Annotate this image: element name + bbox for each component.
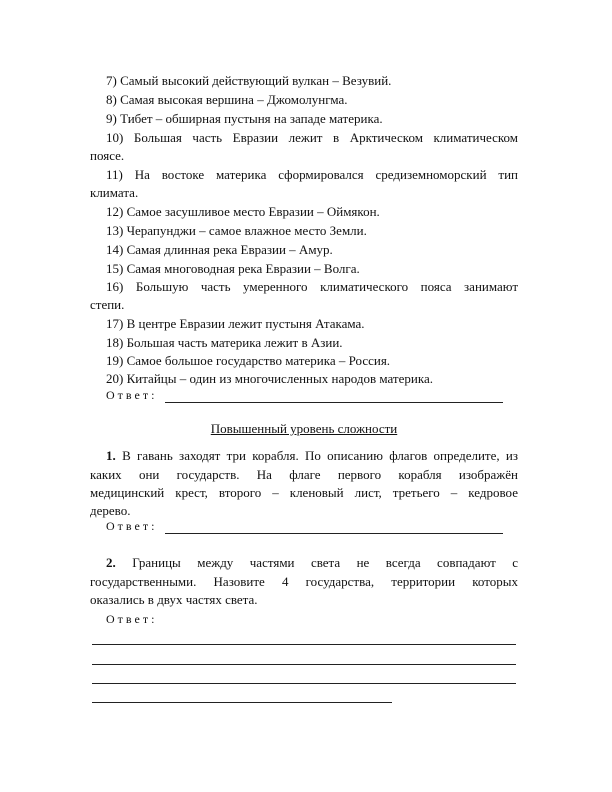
- list-item-continuation: поясе.: [90, 148, 125, 163]
- list-item-continuation: климата.: [90, 185, 139, 200]
- answer-line[interactable]: [92, 683, 516, 684]
- list-item: 16) Большую часть умеренного климатического пояса занимают: [106, 279, 518, 294]
- answer-line[interactable]: [165, 390, 503, 403]
- list-item: 15) Самая многоводная река Евразии – Волга.: [106, 261, 360, 276]
- task1-text: В гавань заходят три корабля. По описанию флагов определите, из: [122, 448, 519, 463]
- list-item: 8) Самая высокая вершина – Джомолунгма.: [106, 92, 348, 107]
- task1-line: медицинский крест, второго – кленовый лист, третьего – кедровое: [90, 485, 518, 500]
- list-item: 18) Большая часть материка лежит в Азии.: [106, 335, 343, 350]
- answer-line[interactable]: [92, 664, 516, 665]
- answer-row-part1: [106, 388, 503, 403]
- list-item: 19) Самое большое государство материка – Россия.: [106, 353, 391, 368]
- answer-row-task1: [106, 519, 503, 534]
- task2-line: оказались в двух частях света.: [90, 592, 258, 607]
- task2-text: Границы между частями света не всегда совпадают с: [132, 555, 519, 570]
- list-item: 13) Черапунджи – самое влажное место Земли.: [106, 223, 367, 238]
- section-heading: Повышенный уровень сложности: [210, 421, 398, 436]
- list-item: 20) Китайцы – один из многочисленных народов материка.: [106, 371, 433, 386]
- answer-label: Ответ:: [106, 388, 158, 402]
- list-item: 11) На востоке материка сформировался средиземноморский тип: [106, 167, 518, 182]
- answer-line[interactable]: [92, 644, 516, 645]
- list-item: 10) Большая часть Евразии лежит в Арктическом климатическом: [106, 130, 518, 145]
- task2-line: государственными. Назовите 4 государства, территории которых: [90, 574, 518, 589]
- task1-number: 1.: [106, 448, 116, 463]
- list-item: 12) Самое засушливое место Евразии – Оймякон.: [106, 204, 380, 219]
- task1-line: [90, 447, 518, 465]
- answer-row-task2: [106, 612, 157, 627]
- task1-line: каких они государств. На флаге первого корабля изображён: [90, 467, 518, 482]
- answer-label: Ответ:: [106, 612, 158, 626]
- task2-line: [90, 554, 518, 572]
- answer-line[interactable]: [165, 521, 503, 534]
- answer-line[interactable]: [92, 702, 392, 703]
- task2-number: 2.: [106, 555, 116, 570]
- list-item: 14) Самая длинная река Евразии – Амур.: [106, 242, 333, 257]
- list-item: 7) Самый высокий действующий вулкан – Везувий.: [106, 73, 392, 88]
- task1-line: дерево.: [90, 503, 131, 518]
- list-item-continuation: степи.: [90, 297, 125, 312]
- list-item: 17) В центре Евразии лежит пустыня Атакама.: [106, 316, 365, 331]
- list-item: 9) Тибет – обширная пустыня на западе материка.: [106, 111, 383, 126]
- answer-label: Ответ:: [106, 519, 158, 533]
